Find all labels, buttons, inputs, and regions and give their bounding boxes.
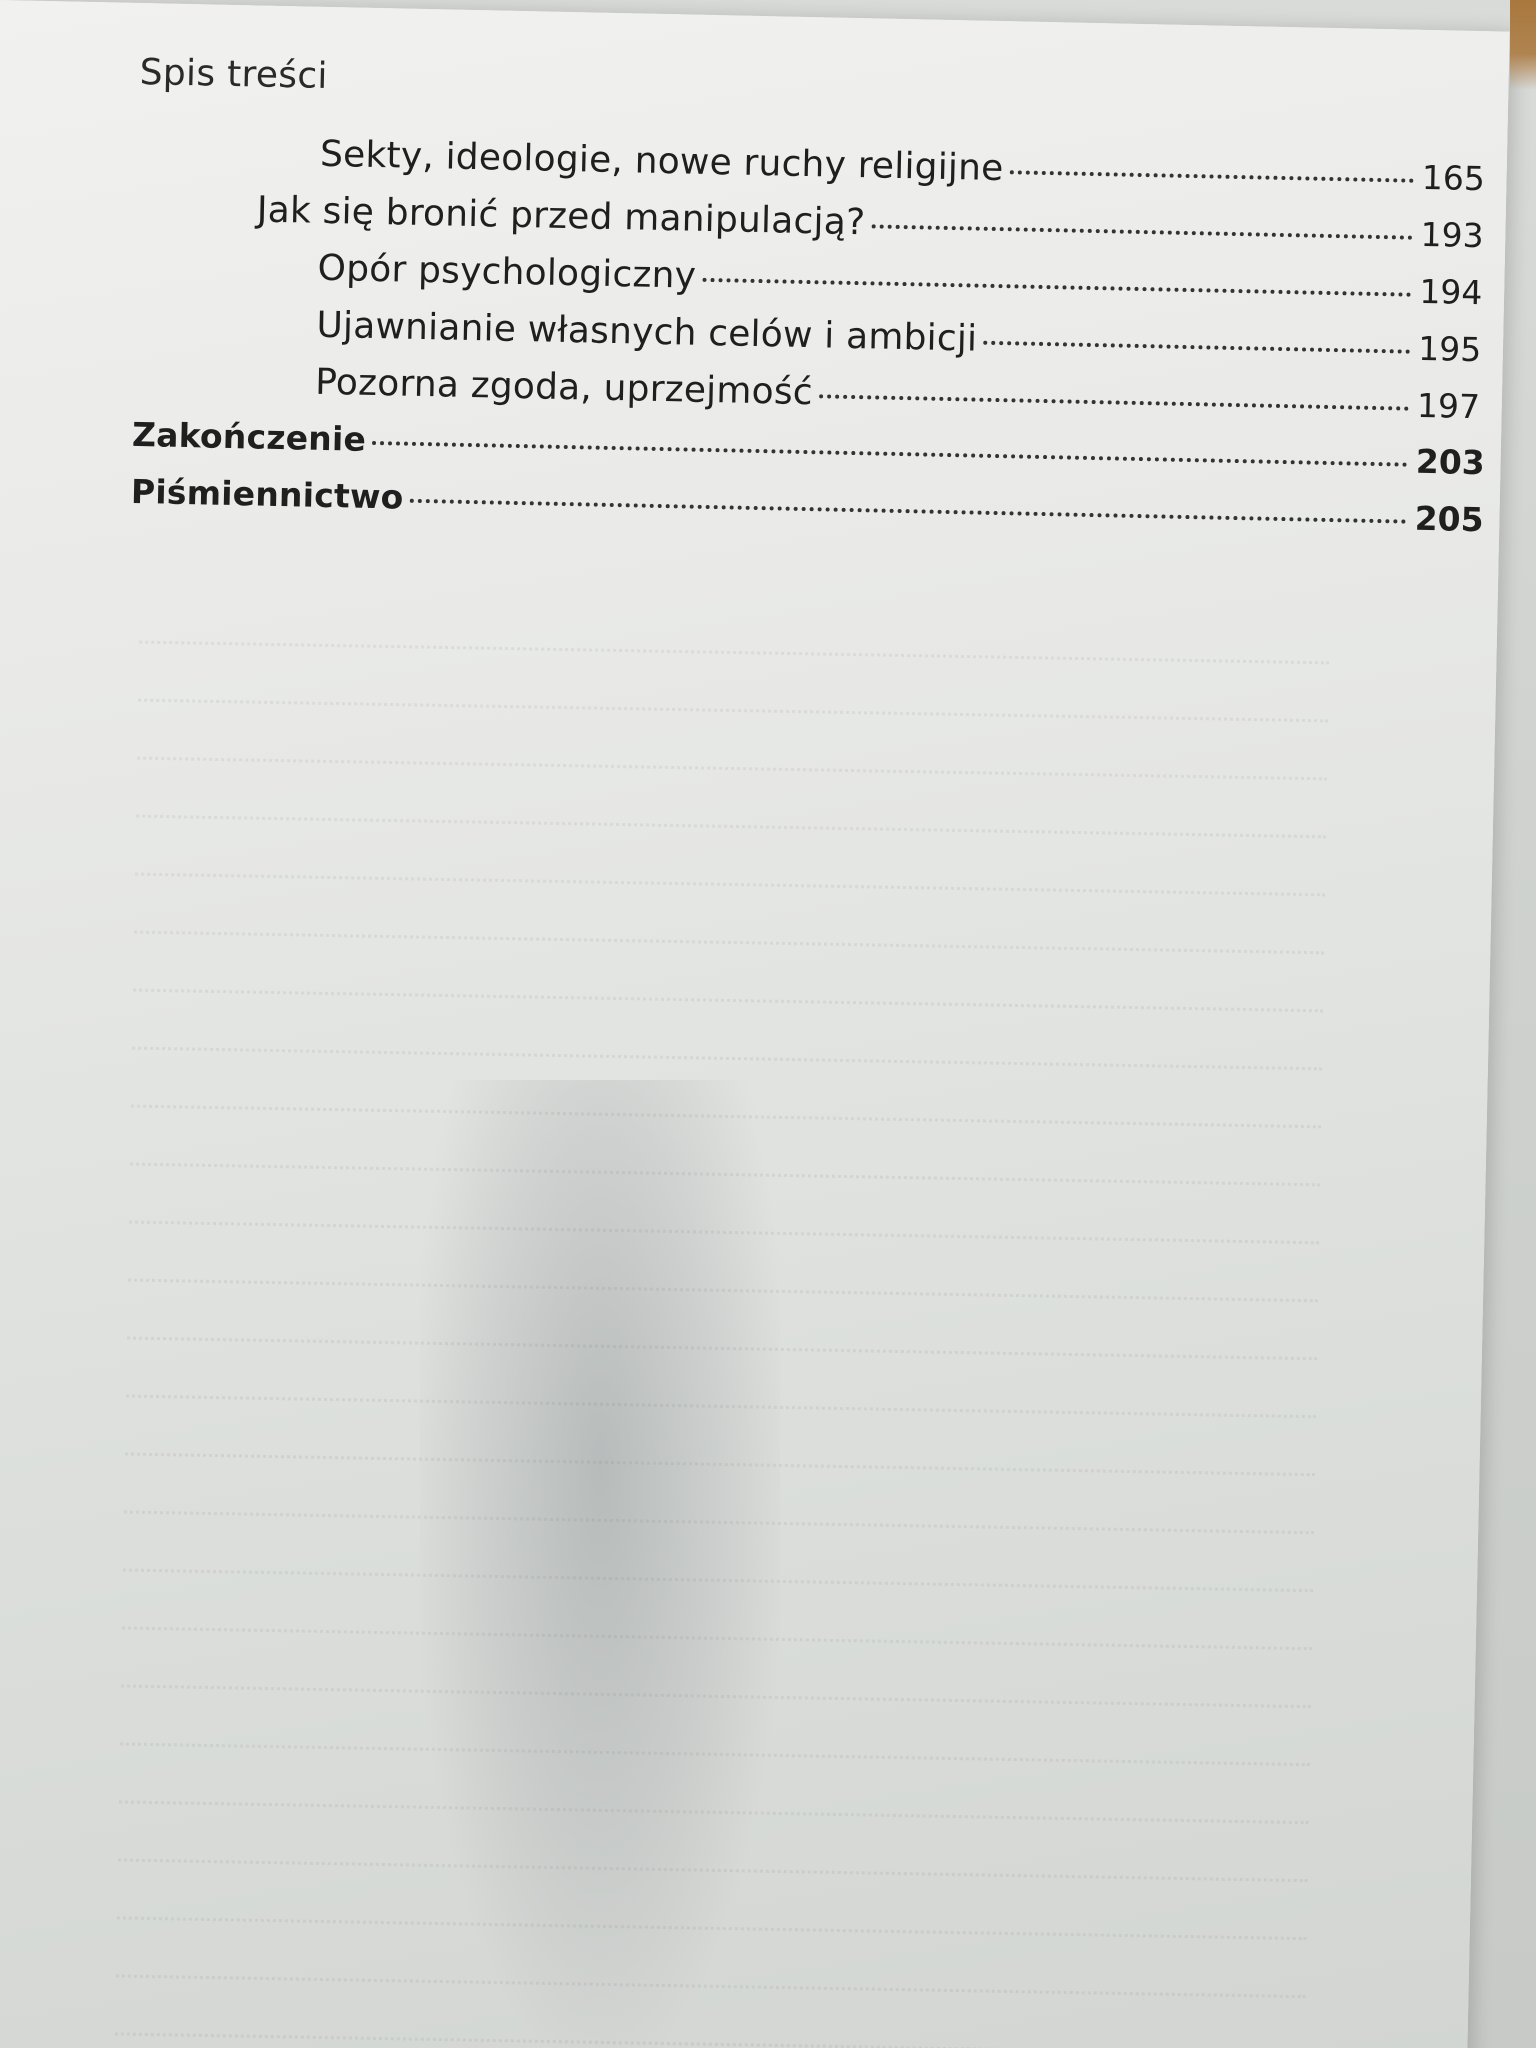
dot-leader — [983, 341, 1410, 354]
toc-entry-page: 193 — [1420, 214, 1485, 256]
toc-entry-page: 205 — [1414, 498, 1484, 540]
toc-entry-title: Opór psychologiczny — [317, 247, 697, 297]
dot-leader — [819, 394, 1409, 410]
running-header: Spis treści — [139, 52, 329, 97]
dot-leader — [1009, 170, 1413, 182]
dot-leader — [409, 499, 1406, 524]
toc-entry-page: 194 — [1419, 271, 1483, 313]
toc-entry-title: Jak się bronić przed manipulacją? — [256, 189, 866, 244]
toc-entry-page: 165 — [1421, 157, 1486, 199]
dot-leader — [871, 224, 1412, 239]
table-of-contents — [130, 130, 1486, 557]
toc-entry-page: 203 — [1415, 441, 1486, 483]
toc-entry-title: Zakończenie — [131, 414, 367, 459]
dot-leader — [372, 441, 1408, 467]
toc-entry-title: Sekty, ideologie, nowe ruchy religijne — [319, 133, 1004, 190]
toc-entry-title: Pozorna zgoda, uprzejmość — [314, 361, 814, 414]
toc-entry-page: 195 — [1417, 328, 1482, 370]
dot-leader — [702, 278, 1411, 297]
toc-entry-title: Piśmiennictwo — [130, 471, 404, 517]
toc-entry-page: 197 — [1416, 385, 1481, 427]
toc-entry-title: Ujawnianie własnych celów i ambicji — [316, 304, 978, 360]
